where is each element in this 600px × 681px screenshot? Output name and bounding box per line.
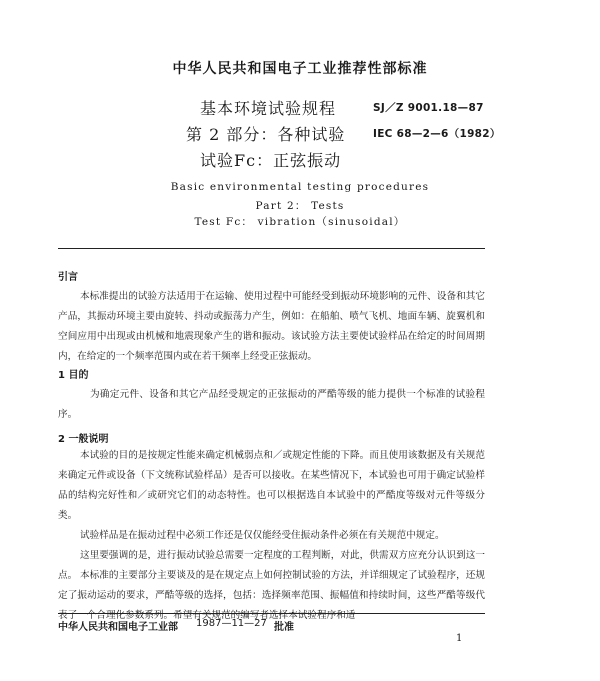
title-zh-line-3: 试验Fc：正弦振动 <box>200 151 342 170</box>
footer-ministry: 中华人民共和国电子工业部 <box>58 622 178 633</box>
section-1-paragraph: 为确定元件、设备和其它产品经受规定的正弦振动的严酷等级的能力提供一个标准的试验程序。 <box>58 389 485 420</box>
footer-status: 批准 <box>274 622 294 633</box>
title-en-line-1: Basic environmental testing procedures <box>170 181 430 193</box>
section-2-paragraph-3: 这里要强调的是，进行振动试验总需要一定程度的工程判断，对此，供需双方应充分认识到这一点。 <box>58 550 485 581</box>
section-2-paragraph-1: 本试验的目的是按规定性能来确定机械弱点和／或规定性能的下降。而且使用该数据及有关规范来确定元件或设备（下文统称试验样品）是否可以接收。在某些情况下，本试验也可用于确定试验样品的结构完好性和／或研究它们的动态特性。也可以根据选自本试验中的严酷度等级对元件等级分类。 <box>58 450 485 521</box>
publisher-standard-heading: 中华人民共和国电子工业推荐性部标准 <box>172 61 428 77</box>
title-divider-rule <box>58 248 485 249</box>
title-en-line-2: Part 2： Tests <box>255 200 345 212</box>
title-zh-line-1: 基本环境试验规程 <box>200 99 337 118</box>
section-1-heading: 1 目的 <box>58 370 89 381</box>
intro-paragraph: 本标准提出的试验方法适用于在运输、使用过程中可能经受到振动环境影响的元件、设备和其它产品，其振动环境主要由旋转、抖动或振荡力产生，例如：在船舶、喷气飞机、地面车辆、旋翼机和空间应用中出现或由机械和地震现象产生的谐和振动。该试验方法主要使试验样品在给定的时间周期内，在给定的一个频率范围内或在若干频率上经受正弦振动。 <box>58 291 485 362</box>
footer-divider-rule <box>58 613 485 614</box>
section-2-heading: 2 一般说明 <box>58 434 109 445</box>
title-en-line-3: Test Fc： vibration（sinusoidal） <box>194 216 406 228</box>
section-2-paragraph-2: 试验样品是在振动过程中必须工作还是仅仅能经受住振动条件必须在有关规范中规定。 <box>80 530 445 541</box>
page-number: 1 <box>456 633 463 644</box>
footer-date: 1987—11—27 <box>196 618 267 629</box>
title-zh-line-2: 第 2 部分：各种试验 <box>186 125 346 144</box>
code-iec: IEC 68—2—6（1982） <box>373 128 501 140</box>
code-sj: SJ／Z 9001.18—87 <box>373 102 484 114</box>
intro-heading: 引言 <box>58 272 78 283</box>
section-2-paragraph-4: 本标准的主要部分主要谈及的是在规定点上如何控制试验的方法，并详细规定了试验程序，还规定了振动运动的要求，严酷等级的选择，包括：选择频率范围、振幅值和持续时间，这些严酷等级代表了一个合理化参数系列。希望有关规范的编写者选择本试验程序和适 <box>58 570 485 621</box>
